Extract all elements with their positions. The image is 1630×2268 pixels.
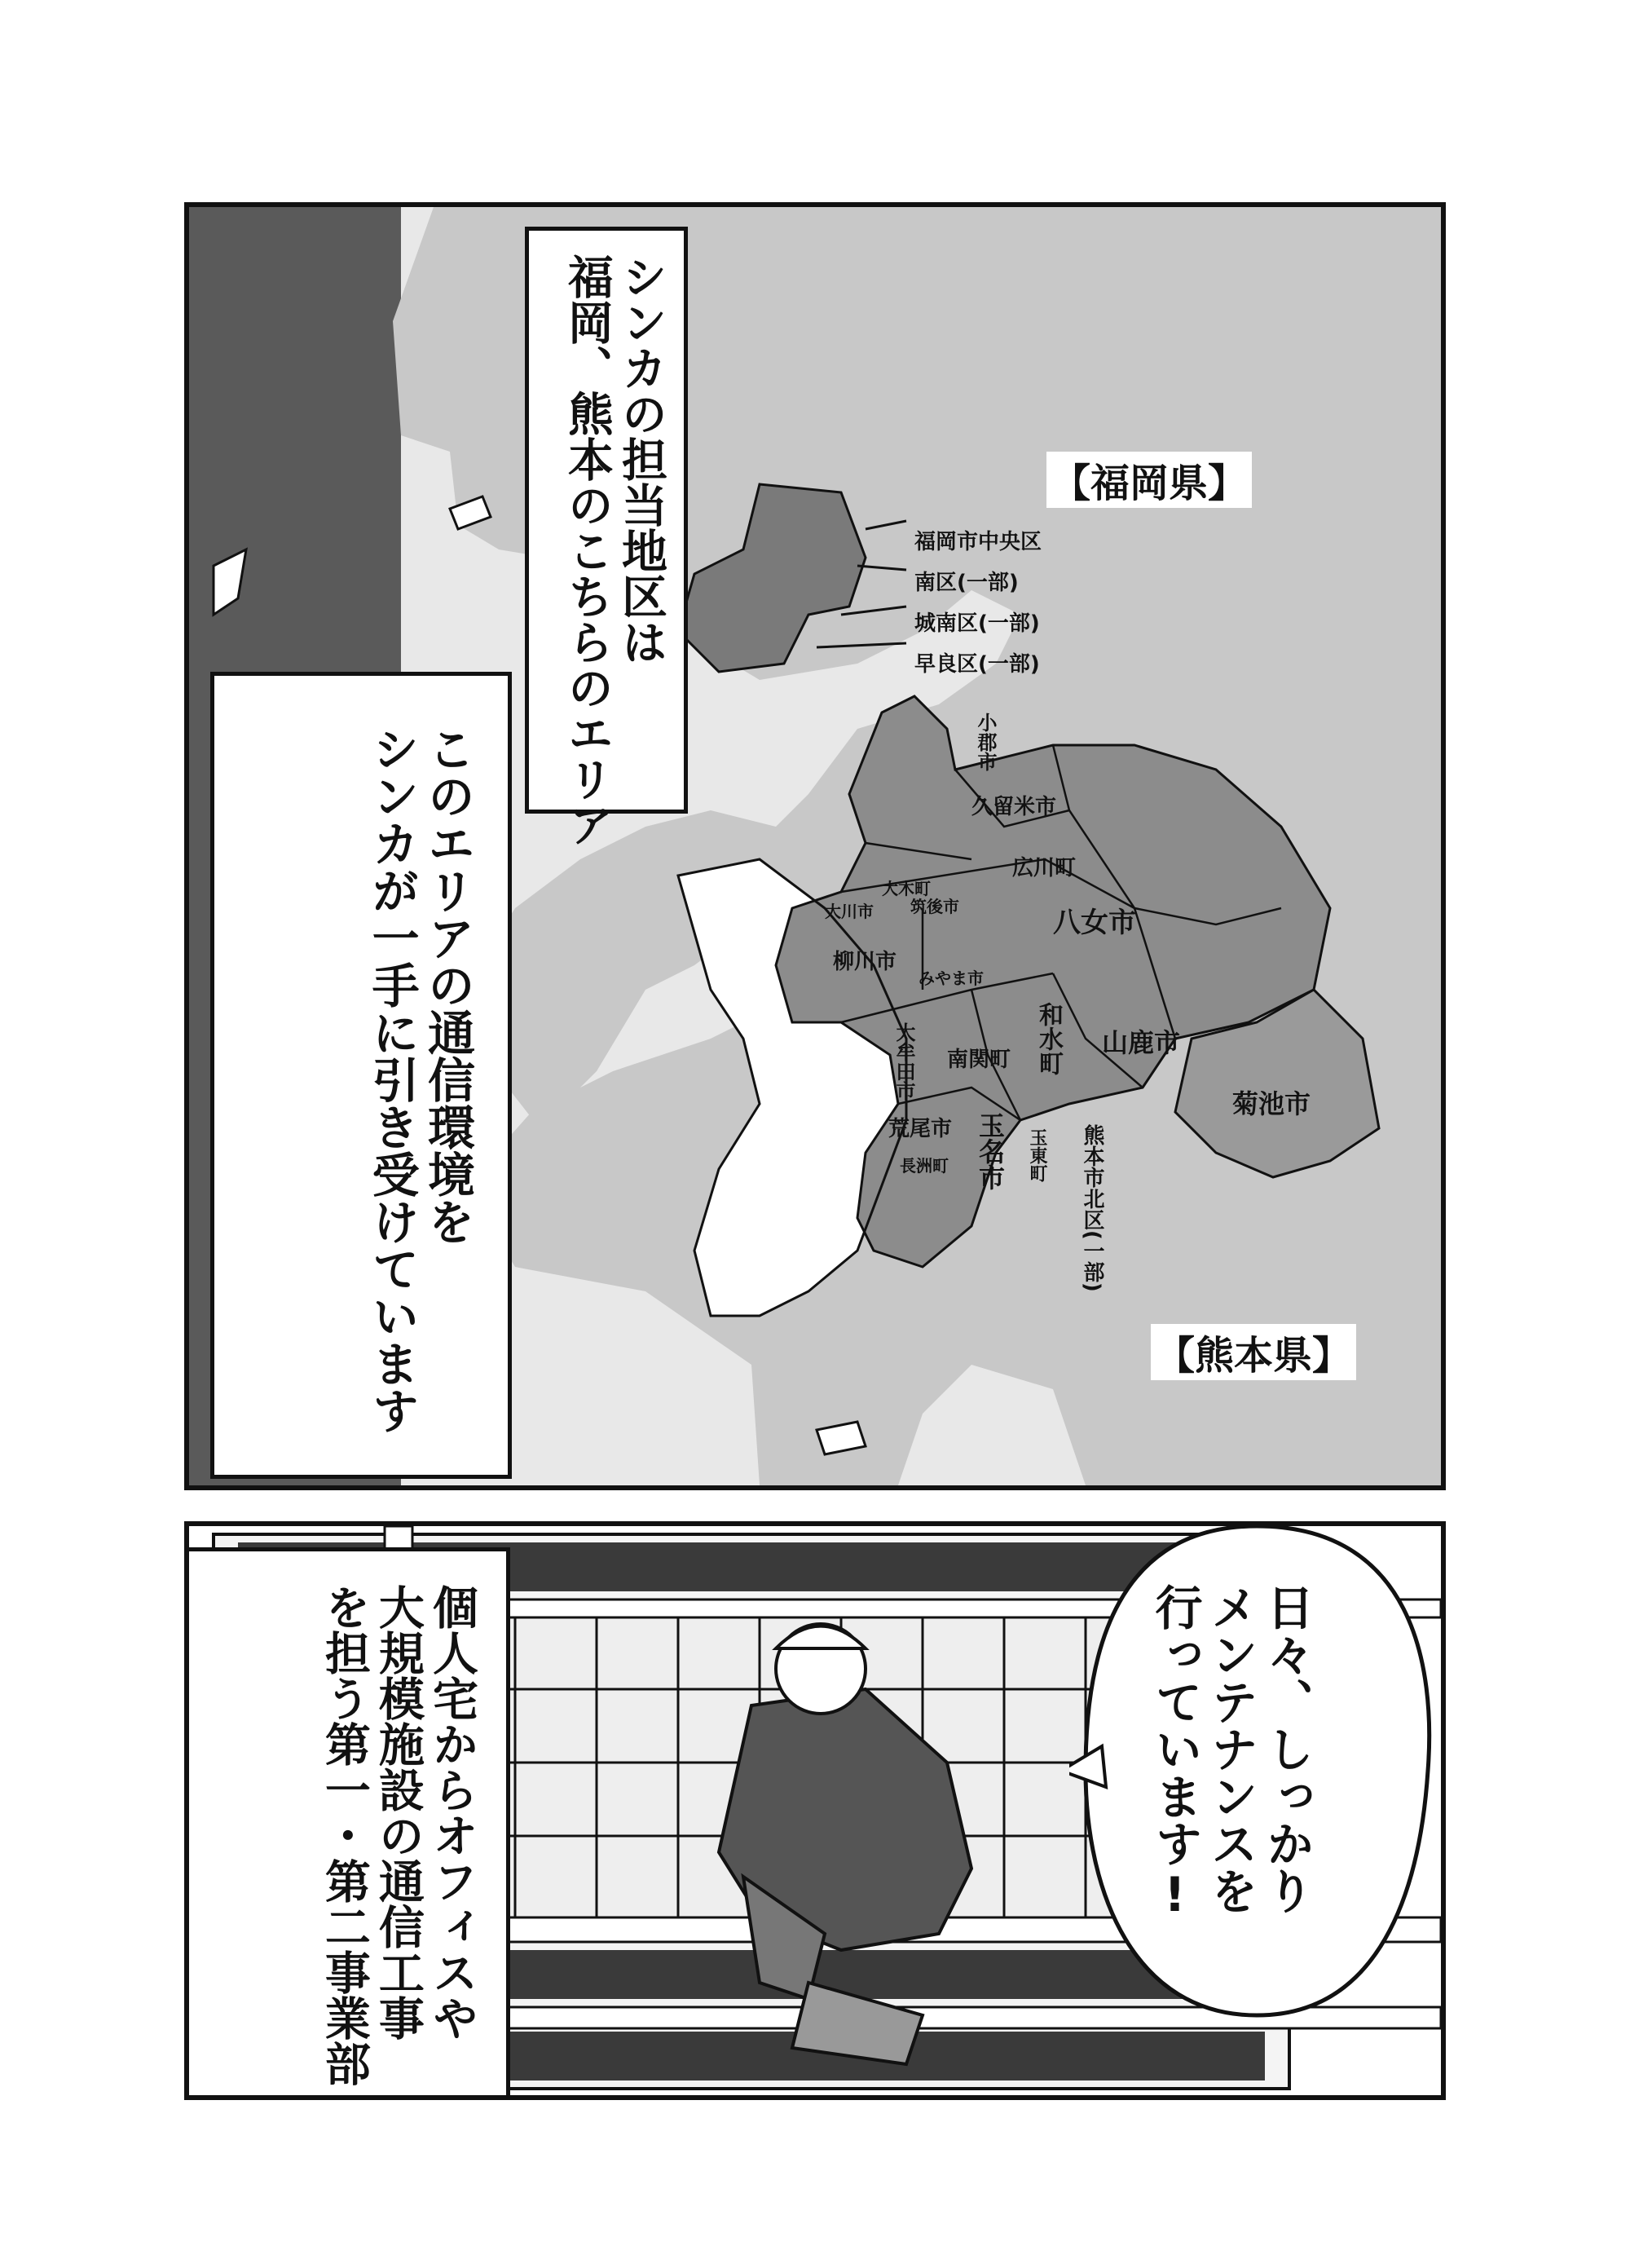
city-label-yanagawa: 柳川市 bbox=[833, 950, 897, 974]
city-label-miyama: みやま市 bbox=[919, 969, 984, 988]
city-label-yame: 八女市 bbox=[1053, 907, 1136, 939]
caption-text-area: シンカの担当地区は 福岡、熊本のこちらのエリア bbox=[560, 254, 667, 847]
city-label-gyokuto: 玉東町 bbox=[1027, 1128, 1047, 1182]
city-label-nagasu: 長洲町 bbox=[900, 1156, 949, 1176]
caption-box-division bbox=[184, 1547, 510, 2100]
city-label-arao: 荒尾市 bbox=[888, 1117, 953, 1141]
city-label-yamaga: 山鹿市 bbox=[1102, 1027, 1181, 1058]
city-label-kurume: 久留米市 bbox=[971, 795, 1057, 819]
prefecture-label-kumamoto: 【熊本県】 bbox=[1151, 1324, 1356, 1380]
city-label-ogori: 小郡市 bbox=[974, 713, 997, 771]
caption-box-coverage bbox=[210, 672, 512, 1479]
speech-text: 日々、しっかり メンテナンスを 行っています! bbox=[1147, 1583, 1315, 1922]
city-label-okawa: 大川市 bbox=[825, 902, 874, 921]
city-label-omuta: 大牟田市 bbox=[892, 1022, 915, 1101]
ward-label-minami: 南区(一部) bbox=[914, 571, 1019, 595]
city-label-kumamoto-kita: 熊本市北区(一部) bbox=[1080, 1124, 1104, 1292]
caption-text-coverage: このエリアの通信環境を シンカが一手に引き受けています bbox=[363, 725, 475, 1434]
city-label-kikuchi: 菊池市 bbox=[1232, 1088, 1311, 1119]
caption-box-area bbox=[525, 227, 688, 847]
city-label-nankan: 南関町 bbox=[947, 1048, 1011, 1072]
caption-text-division: 個人宅からオフィスや 大規模施設の通信工事 を担う第一・第二事業部 bbox=[317, 1584, 478, 2086]
city-label-chikugo: 筑後市 bbox=[910, 897, 959, 916]
work-panel bbox=[184, 1521, 1446, 2100]
ward-label-chuo: 福岡市中央区 bbox=[914, 530, 1042, 554]
city-label-okicho: 大木町 bbox=[882, 879, 931, 898]
city-label-nagomi: 和水町 bbox=[1034, 1002, 1063, 1075]
prefecture-label-fukuoka: 【福岡県】 bbox=[1046, 452, 1252, 508]
ward-label-sawara: 早良区(一部) bbox=[914, 652, 1040, 677]
city-label-hirokawa: 広川町 bbox=[1012, 856, 1077, 880]
city-label-tamana: 玉名市 bbox=[975, 1112, 1006, 1190]
map-panel bbox=[184, 202, 1446, 1490]
ward-label-jonan: 城南区(一部) bbox=[914, 611, 1040, 636]
